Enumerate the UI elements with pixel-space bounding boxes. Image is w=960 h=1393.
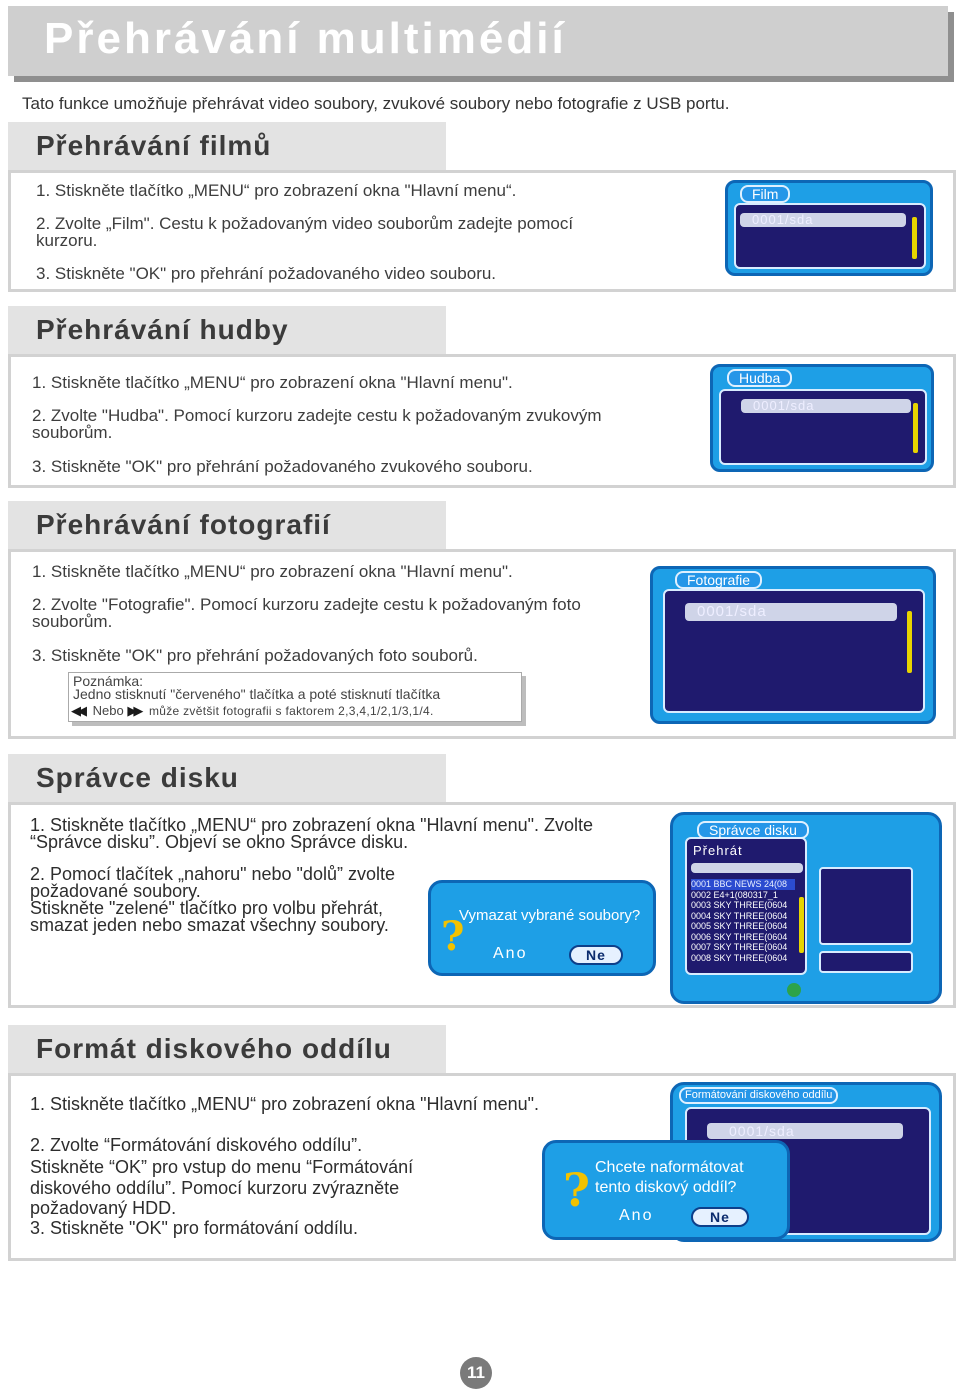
dialog-line-2: tento diskový oddíl? [595, 1179, 737, 1196]
page-title: Přehrávání multimédií [44, 14, 567, 63]
film-path-bar: 0001/sda [740, 213, 906, 227]
section-heading-music [8, 306, 446, 354]
photo-screen [650, 566, 936, 724]
file-list [691, 879, 795, 963]
no-button[interactable]: Ne [569, 945, 623, 965]
format-step-1: 1. Stiskněte tlačítko „MENU“ pro zobrazení okna "Hlavní menu". [30, 1094, 539, 1114]
format-screen-tag: Formátování diskového oddílu [679, 1087, 838, 1104]
yes-button[interactable]: Ano [493, 945, 528, 962]
play-label: Přehrát [693, 843, 743, 858]
question-icon: ? [441, 913, 465, 960]
note-or: Nebo [92, 703, 124, 718]
film-step-2b: kurzoru. [36, 231, 98, 250]
music-step-2: 2. Zvolte "Hudba". Pomocí kurzoru zadejte cestu k požadovaným zvukovým [32, 406, 602, 425]
disk-step-1: 1. Stiskněte tlačítko „MENU“ pro zobrazení okna "Hlavní menu". Zvolte [30, 815, 594, 835]
scroll-cursor [907, 611, 912, 673]
green-dot-icon [787, 983, 801, 997]
photo-step-3: 3. Stiskněte "OK" pro přehrání požadovaných foto souborů. [32, 646, 478, 665]
disk-step-1b: “Správce disku”. Objeví se okno Správce disku. [30, 832, 409, 852]
list-item[interactable]: 0004 SKY THREE(0604 [691, 910, 788, 921]
note-line-2: může zvětšit fotografii s faktorem 2,3,4,1/2,1/3,1/4. [148, 704, 434, 718]
section-heading-film [8, 122, 446, 170]
film-step-3: 3. Stiskněte "OK" pro přehrání požadovaného video souboru. [36, 264, 497, 283]
section-heading-text: Formát diskového oddílu [36, 1033, 392, 1064]
disk-screen [670, 812, 942, 1004]
format-path-bar: 0001/sda [707, 1123, 903, 1139]
page-title-banner [8, 6, 948, 76]
disk-step-2c: Stiskněte "zelené" tlačítko pro volbu přehrát, [30, 898, 383, 918]
format-step-2d: požadovaný HDD. [30, 1198, 177, 1218]
list-item[interactable]: 0001 BBC NEWS 24(08 [691, 879, 795, 890]
photo-step-2: 2. Zvolte "Fotografie". Pomocí kurzoru zadejte cestu k požadovaným foto [32, 595, 581, 614]
note-label: Poznámka: [73, 673, 144, 689]
section-heading-text: Přehrávání filmů [36, 130, 272, 161]
music-screen-panel [719, 389, 927, 465]
no-button[interactable]: Ne [691, 1207, 749, 1227]
film-screen-panel [734, 203, 926, 269]
list-item[interactable]: 0003 SKY THREE(0604 [691, 900, 788, 910]
section-heading-text: Přehrávání hudby [36, 314, 289, 345]
dialog-line-1: Chcete naformátovat [595, 1159, 744, 1176]
scroll-cursor [799, 897, 804, 953]
format-step-3: 3. Stiskněte "OK" pro formátování oddílu. [30, 1218, 358, 1238]
photo-step-1: 1. Stiskněte tlačítko „MENU“ pro zobrazení okna "Hlavní menu". [32, 562, 513, 581]
section-heading-text: Správce disku [36, 762, 239, 793]
question-icon: ? [563, 1163, 590, 1217]
list-item[interactable]: 0005 SKY THREE(0604 [691, 921, 788, 931]
section-heading-photo [8, 501, 446, 549]
scroll-cursor [912, 217, 917, 259]
music-step-3: 3. Stiskněte "OK" pro přehrání požadovaného zvukového souboru. [32, 457, 533, 476]
list-item[interactable]: 0002 E4+1(080317_1 [691, 889, 778, 900]
list-item[interactable]: 0008 SKY THREE(0604 [691, 952, 788, 963]
list-item[interactable]: 0006 SKY THREE(0604 [691, 931, 788, 942]
scroll-cursor [913, 403, 918, 453]
disk-step-2: 2. Pomocí tlačítek „nahoru" nebo "dolů” zvolte [30, 864, 395, 884]
photo-screen-panel [663, 589, 925, 713]
format-dialog [542, 1140, 790, 1240]
disk-screen-tag: Správce disku [697, 821, 809, 839]
section-heading-format [8, 1025, 446, 1073]
film-screen-tag: Film [740, 185, 790, 203]
photo-screen-tag: Fotografie [675, 571, 762, 589]
film-step-1: 1. Stiskněte tlačítko „MENU“ pro zobrazení okna "Hlavní menu“. [36, 181, 517, 200]
note-line-1: Jedno stisknutí "červeného" tlačítka a poté stisknutí tlačítka [73, 686, 441, 702]
disk-file-panel [685, 837, 807, 975]
photo-step-2b: souborům. [32, 612, 113, 631]
format-step-2c: diskového oddílu”. Pomocí kurzoru zvýrazněte [30, 1178, 400, 1198]
yes-button[interactable]: Ano [619, 1207, 654, 1224]
photo-path-bar: 0001/sda [685, 603, 897, 621]
preview-panel [819, 867, 913, 945]
info-panel [819, 951, 913, 973]
music-step-2b: souborům. [32, 423, 113, 442]
format-step-2: 2. Zvolte “Formátování diskového oddílu”. [30, 1135, 363, 1155]
music-screen-tag: Hudba [727, 369, 792, 387]
format-step-2b: Stiskněte “OK” pro vstup do menu “Formátování [30, 1157, 414, 1177]
disk-header-bar [691, 863, 803, 873]
intro-text: Tato funkce umožňuje přehrávat video soubory, zvukové soubory nebo fotografie z USB portu. [22, 94, 730, 113]
dialog-question: Vymazat vybrané soubory? [459, 907, 641, 924]
delete-dialog [428, 880, 656, 976]
fast-forward-icon: ▶▶ [127, 703, 140, 718]
film-step-2: 2. Zvolte „Film". Cestu k požadovaným video souborům zadejte pomocí [36, 214, 574, 233]
page-number: 11 [460, 1357, 492, 1389]
note-box [68, 672, 522, 722]
music-step-1: 1. Stiskněte tlačítko „MENU“ pro zobrazení okna "Hlavní menu". [32, 373, 513, 392]
film-screen [725, 180, 933, 276]
rewind-icon: ◀◀ [71, 703, 83, 718]
disk-step-2d: smazat jeden nebo smazat všechny soubory. [30, 915, 389, 935]
disk-step-2b: požadované soubory. [30, 881, 201, 901]
music-screen [710, 364, 934, 472]
music-path-bar: 0001/sda [741, 399, 911, 413]
list-item[interactable]: 0007 SKY THREE(0604 [691, 942, 788, 952]
section-heading-text: Přehrávání fotografií [36, 509, 331, 540]
section-heading-disk [8, 754, 446, 802]
